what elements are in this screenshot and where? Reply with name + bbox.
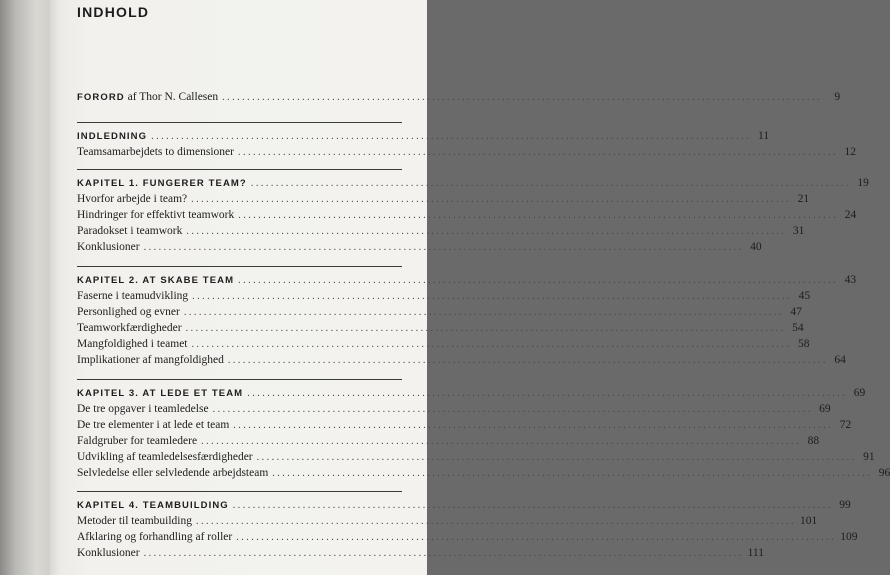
toc-entry[interactable] xyxy=(77,403,831,419)
toc-entry-text: Faldgruber for teamledere xyxy=(77,435,198,447)
dot-leader: ........................................................................................................................ xyxy=(238,275,839,286)
toc-entry[interactable] xyxy=(77,306,802,322)
toc-entry-text: Hindringer for effektivt teamwork xyxy=(77,209,235,221)
toc-page-number: 69 xyxy=(853,387,866,399)
toc-entry-title xyxy=(77,338,188,350)
toc-page-number: 109 xyxy=(840,531,858,543)
toc-entry-title xyxy=(77,451,253,463)
dot-leader: ........................................................................................................................ xyxy=(151,131,752,142)
page-title: INDHOLD xyxy=(77,4,150,20)
toc-section-heading[interactable] xyxy=(77,387,866,403)
dot-leader: ........................................................................................................................ xyxy=(238,210,839,221)
toc-entry-text: Faserne i teamudvikling xyxy=(77,290,189,302)
toc-page-number: 54 xyxy=(792,322,804,334)
toc-entry[interactable] xyxy=(77,225,805,241)
toc-entry-title xyxy=(77,146,234,158)
toc-page-number: 58 xyxy=(798,338,810,350)
toc-section-heading[interactable] xyxy=(77,177,869,193)
toc-entry-title xyxy=(77,131,147,142)
toc-entry[interactable] xyxy=(77,193,810,209)
toc-page-number: 101 xyxy=(799,515,818,527)
toc-entry-title xyxy=(77,322,182,334)
toc-entry-title xyxy=(77,178,247,189)
dot-leader: ........................................................................................................................ xyxy=(186,226,787,237)
toc-entry-text: KAPITEL 2. AT SKABE TEAM xyxy=(77,275,235,286)
toc-entry-title xyxy=(77,306,180,318)
toc-entry[interactable] xyxy=(77,515,818,531)
toc-page-number: 31 xyxy=(792,225,805,237)
toc-entry-title xyxy=(77,467,268,479)
toc-entry-text: FORORD xyxy=(77,92,125,103)
toc-entry-title xyxy=(77,547,140,559)
toc-entry[interactable] xyxy=(77,451,875,467)
dot-leader: ........................................................................................................................ xyxy=(192,291,793,302)
toc-entry-text: Personlighed og evner xyxy=(77,306,180,318)
toc-page-number: 11 xyxy=(758,130,770,142)
toc-entry[interactable] xyxy=(77,547,765,563)
toc-entry-title xyxy=(77,91,218,103)
toc-entry-text: Hvorfor arbejde i team? xyxy=(77,193,188,205)
toc-entry-text: Konklusioner xyxy=(77,547,140,559)
toc-entry-text: INDLEDNING xyxy=(77,131,148,142)
dot-leader: ........................................................................................................................ xyxy=(227,355,828,366)
toc-entry-title xyxy=(77,275,234,286)
toc-entry-title xyxy=(77,354,224,366)
section-rule xyxy=(77,491,402,492)
toc-entry[interactable] xyxy=(77,419,852,435)
toc-entry-text: KAPITEL 4. TEAMBUILDING xyxy=(77,500,229,511)
toc-entry-text: Afklaring og forhandling af roller xyxy=(77,531,233,543)
toc-entry-title xyxy=(77,241,140,253)
dot-leader: ........................................................................................................................ xyxy=(143,242,744,253)
toc-section-heading[interactable] xyxy=(77,499,851,515)
dot-leader: ........................................................................................................................ xyxy=(256,452,857,463)
dot-leader: ........................................................................................................................ xyxy=(222,92,823,103)
toc-entry[interactable] xyxy=(77,322,804,338)
toc-entry-title xyxy=(77,209,234,221)
toc-entry[interactable] xyxy=(77,241,762,257)
toc-entry-title xyxy=(77,531,232,543)
toc-page-number: 19 xyxy=(857,177,869,189)
toc-entry-text: Mangfoldighed i teamet xyxy=(77,338,188,350)
toc-entry[interactable] xyxy=(77,338,810,354)
toc-entry-text: Metoder til teambuilding xyxy=(77,515,192,527)
toc-entry[interactable] xyxy=(77,146,856,162)
toc-entry-text: Konklusioner xyxy=(77,241,140,253)
toc-page-number: 99 xyxy=(839,499,851,511)
toc-page-number: 9 xyxy=(834,91,841,103)
dot-leader: ........................................................................................................................ xyxy=(233,420,834,431)
toc-entry-title xyxy=(77,388,243,399)
toc-entry-title xyxy=(77,419,229,431)
dot-leader: ........................................................................................................................ xyxy=(191,194,792,205)
toc-entry[interactable] xyxy=(77,209,857,225)
toc-page-number: 91 xyxy=(863,451,875,463)
dot-leader: ........................................................................................................................ xyxy=(232,500,833,511)
dot-leader: ........................................................................................................................ xyxy=(183,307,784,318)
section-rule xyxy=(77,266,402,267)
toc-entry[interactable] xyxy=(77,467,890,483)
dot-leader: ........................................................................................................................ xyxy=(143,548,744,559)
dot-leader: ........................................................................................................................ xyxy=(185,323,786,334)
dot-leader: ........................................................................................................................ xyxy=(272,468,873,479)
toc-entry-title xyxy=(77,193,187,205)
section-rule xyxy=(77,379,402,380)
toc-entry-text: De tre opgaver i teamledelse xyxy=(77,403,209,415)
dot-leader: ........................................................................................................................ xyxy=(236,532,837,543)
toc-page-number: 72 xyxy=(839,419,852,431)
dot-leader: ........................................................................................................................ xyxy=(212,404,813,415)
toc-entry[interactable] xyxy=(77,290,811,306)
toc-entry-text: Paradokset i teamwork xyxy=(77,225,183,237)
toc-page-number: 40 xyxy=(750,241,762,253)
toc-entry-text: Teamworkfærdigheder xyxy=(77,322,182,334)
toc-entry-text: KAPITEL 1. FUNGERER TEAM? xyxy=(77,178,247,189)
toc-page xyxy=(50,0,890,575)
toc-entry-title xyxy=(77,435,197,447)
toc-entry-text: Implikationer af mangfoldighed xyxy=(77,354,224,366)
dot-leader: ........................................................................................................................ xyxy=(201,436,802,447)
toc-page-number: 24 xyxy=(844,209,857,221)
dot-leader: ........................................................................................................................ xyxy=(237,147,838,158)
dot-leader: ........................................................................................................................ xyxy=(191,339,792,350)
toc-entry-text: Selvledelse eller selvledende arbejdsteam xyxy=(77,467,269,479)
toc-entry[interactable] xyxy=(77,354,846,370)
section-rule xyxy=(77,169,402,170)
toc-entry-text: KAPITEL 3. AT LEDE ET TEAM xyxy=(77,388,244,399)
toc-entry-text: De tre elementer i at lede et team xyxy=(77,419,230,431)
toc-page-number: 47 xyxy=(790,306,802,318)
toc-entry-title xyxy=(77,290,188,302)
toc-section-heading[interactable] xyxy=(77,91,841,107)
toc-entry-title xyxy=(77,225,182,237)
toc-page-number: 43 xyxy=(844,274,857,286)
toc-page-number: 88 xyxy=(807,435,820,447)
toc-page-number: 45 xyxy=(798,290,811,302)
section-rule xyxy=(77,122,402,123)
toc-entry-author: af Thor N. Callesen xyxy=(124,91,219,103)
toc-entry-text: Teamsamarbejdets to dimensioner xyxy=(77,146,234,158)
toc-entry-title xyxy=(77,403,209,415)
toc-entry-text: Udvikling af teamledelsesfærdigheder xyxy=(77,451,253,463)
toc-page-number: 64 xyxy=(834,354,846,366)
toc-page-number: 96 xyxy=(878,467,890,479)
toc-entry-title xyxy=(77,515,192,527)
toc-section-heading[interactable] xyxy=(77,130,770,146)
dot-leader: ........................................................................................................................ xyxy=(247,388,848,399)
dot-leader: ........................................................................................................................ xyxy=(195,516,796,527)
toc-entry[interactable] xyxy=(77,435,820,451)
toc-entry[interactable] xyxy=(77,531,858,547)
toc-page-number: 111 xyxy=(747,547,765,559)
toc-entry-title xyxy=(77,500,229,511)
book-spine xyxy=(0,0,52,575)
dot-leader: ........................................................................................................................ xyxy=(250,178,851,189)
toc-page-number: 21 xyxy=(797,193,810,205)
toc-page-number: 69 xyxy=(819,403,831,415)
toc-section-heading[interactable] xyxy=(77,274,857,290)
toc-page-number: 12 xyxy=(844,146,856,158)
